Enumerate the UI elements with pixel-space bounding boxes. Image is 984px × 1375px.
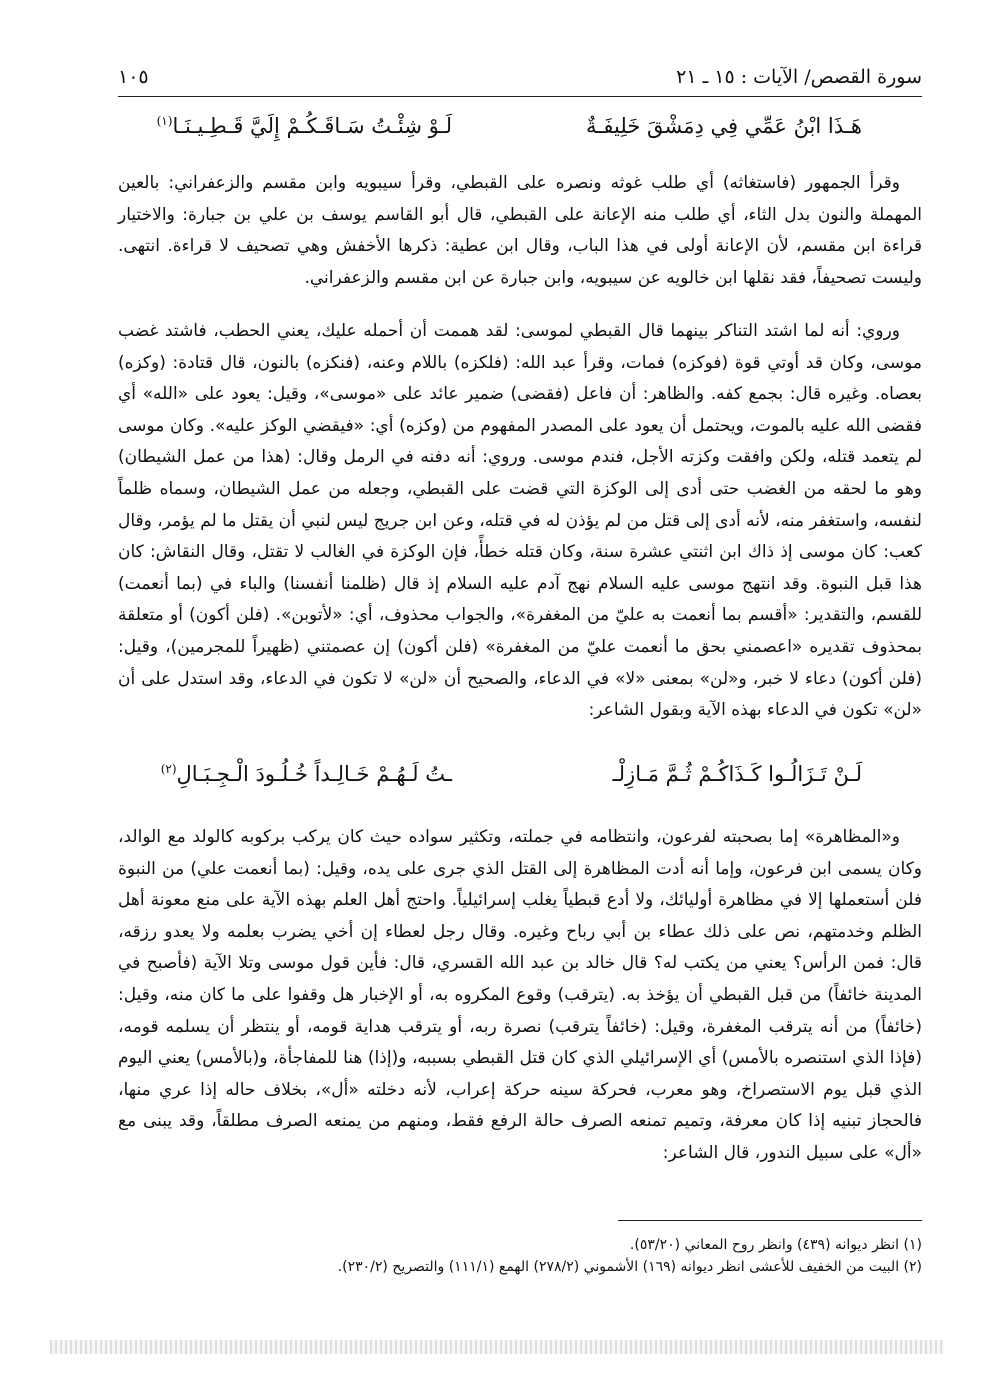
paragraph-3: و«المظاهرة» إما بصحبته لفرعون، وانتظامه في جملته، وتكثير سواده حيث كان يركب بركوبه كالولد مع الوالد، وكان يسمى ابن فرعون، وإما أنه أدت المظاهرة إلى القتل الذي جرى على يده، وقيل: (بما أنعمت علي) من النبوة فلن أستعملها إلا في مظاهرة أوليائك، ولا أدع قبطياً يغلب إسرائيلياً. واحتج أهل العلم بهذه الآية على منع معونة أهل الظلم وخدمتهم، نص على ذلك عطاء بن أبي رباح وغيره. وقال رجل لعطاء إن أخي يضرب بعلمه ولا يعدو رزقه، قال: فمن الرأس؟ يعني من يكتب له؟ قال خالد بن عبد الله القسري، قال: فأين قول موسى وتلا الآية (فأصبح في المدينة خائفاً) من قبل القبطي أن يؤخذ به. (يترقب) وقوع المكروه به، أو الإخبار هل وقفوا على ما كان منه، وقيل: (خائفاً) من أنه يترقب المغفرة، وقيل: (خائفاً يترقب) نصرة ربه، أو يترقب هداية قومه، أو ينتظر أن يسلمه قومه، (فإذا الذي استنصره بالأمس) أي الإسرائيلي الذي كان قتل القبطي بسببه، و(إذا) هنا للمفاجأة، و(بالأمس) يعني اليوم الذي قبل يوم الاستصراخ، وهو معرب، فحركة سينه حركة إعراب، لأنه دخلته «أل»، بخلاف حاله إذا عري منها، فالحجاز تبنيه إذا كان معرفة، وتميم تمنعه الصرف حالة الرفع فقط، ومنهم من يمنعه الصرف مطلقاً، وقد يبنى مع «أل» على سبيل الندور، قال الشاعر: — [118, 827, 922, 1163]
footnote-separator — [618, 1220, 922, 1221]
page-number: ١٠٥ — [118, 66, 149, 88]
footnote-2: (٢) البيت من الخفيف للأعشى انظر ديوانه (١٦٩) الأشموني (٢٧٨/٢) الهمع (١١١/١) والتصريح (٢٣٠/٢). — [337, 1259, 922, 1275]
footnote-ref-1: (١) — [156, 114, 173, 128]
verse-1-hemistich-2-text: لَـوْ شِئْـتُ سَـاقَـكُـمْ إِلَيَّ قَـطِـيـنَـا — [172, 114, 452, 138]
poetry-verse-2 — [118, 760, 922, 796]
paragraph-1: وقرأ الجمهور (فاستغاثه) أي طلب غوثه ونصره على القبطي، وقرأ سيبويه وابن مقسم والزعفراني: بالعين المهملة والنون بدل الثاء، أي طلب منه الإعانة على القبطي، قال أبو القاسم يوسف بن علي بن جبارة: والاختيار قراءة ابن مقسم، لأن الإعانة أولى في هذا الباب، وقال ابن عطية: ذكرها الأخفش وهي تصحيف لا قراءة. انتهى. وليست تصحيفاً، فقد نقلها ابن خالويه عن سيبويه، وابن جبارة عن ابن مقسم والزعفراني. — [118, 173, 922, 288]
page-header — [118, 62, 922, 97]
verse-2-hemistich-1: لَـنْ تَـزَالُـوا كَـذَاكُـمْ ثُـمَّ مَـازِلْـ — [612, 762, 862, 786]
verse-1-hemistich-1: هَـذَا ابْنُ عَمِّي فِي دِمَشْقَ خَلِيفَـةٌ — [586, 114, 862, 138]
verse-2-hemistich-2 — [161, 762, 452, 786]
footnote-1: (١) انظر ديوانه (٤٣٩) وانظر روح المعاني (٥٣/٢٠). — [629, 1237, 922, 1253]
verse-1-hemistich-2 — [157, 114, 452, 138]
footnote-ref-2: (٢) — [160, 762, 177, 776]
running-title: سورة القصص/ الآيات : ١٥ ـ ٢١ — [676, 66, 922, 88]
scan-edge-texture — [50, 1340, 944, 1354]
verse-2-hemistich-2-text: ـتُ لَـهُـمْ خَـالِـداً خُـلُـودَ الْـجِـبَـالِ — [176, 762, 452, 786]
paragraph-2: وروي: أنه لما اشتد التناكر بينهما قال القبطي لموسى: لقد هممت أن أحمله عليك، يعني الحطب، فاشتد غضب موسى، وكان قد أوتي قوة (فوكزه) فمات، وقرأ عبد الله: (فلكزه) باللام وعنه، (فنكزه) بالنون، قال قتادة: (وكزه) بعصاه. وغيره قال: بجمع كفه. والظاهر: أن فاعل (فقضى) ضمير عائد على «موسى»، وقيل: يعود على «الله» أي فقضى الله عليه بالموت، ويحتمل أن يعود على المصدر المفهوم من (وكزه) أي: «فيقضي الوكز عليه». وكان موسى لم يتعمد قتله، ولكن وافقت وكزته الأجل، فندم موسى. وروي: أنه دفنه في الرمل وقال: (هذا من عمل الشيطان) وهو ما لحقه من الغضب حتى أدى إلى الوكزة التي قضت على القبطي، وجعله من عمل الشيطان، وسماه ظلماً لنفسه، واستغفر منه، لأنه أدى إلى قتل من لم يؤذن له في قتله، وعن ابن جريج ليس لنبي أن يقتل ما لم يؤمر، وقال كعب: كان موسى إذ ذاك ابن اثنتي عشرة سنة، وكان قتله خطأً، فإن الوكزة في الغالب لا تقتل، وقال النقاش: كان هذا قبل النبوة. وقد انتهج موسى عليه السلام نهج آدم عليه السلام إذ قال (ظلمنا أنفسنا) والباء في (بما أنعمت) للقسم، والتقدير: «أقسم بما أنعمت به عليّ من المغفرة»، والجواب محذوف، أي: «لأتوبن». (فلن أكون) أو متعلقة بمحذوف تقديره «اعصمني بحق ما أنعمت عليّ من المغفرة» (فلن أكون) إن عصمتني (ظهيراً للمجرمين)، وقيل: (فلن أكون) دعاء لا خبر، و«لن» بمعنى «لا» في الدعاء، والصحيح أن «لن» لا تكون في الدعاء، وقد استدل على أن «لن» تكون في الدعاء بهذه الآية وبقول الشاعر: — [118, 321, 922, 721]
poetry-verse-1 — [118, 112, 922, 148]
